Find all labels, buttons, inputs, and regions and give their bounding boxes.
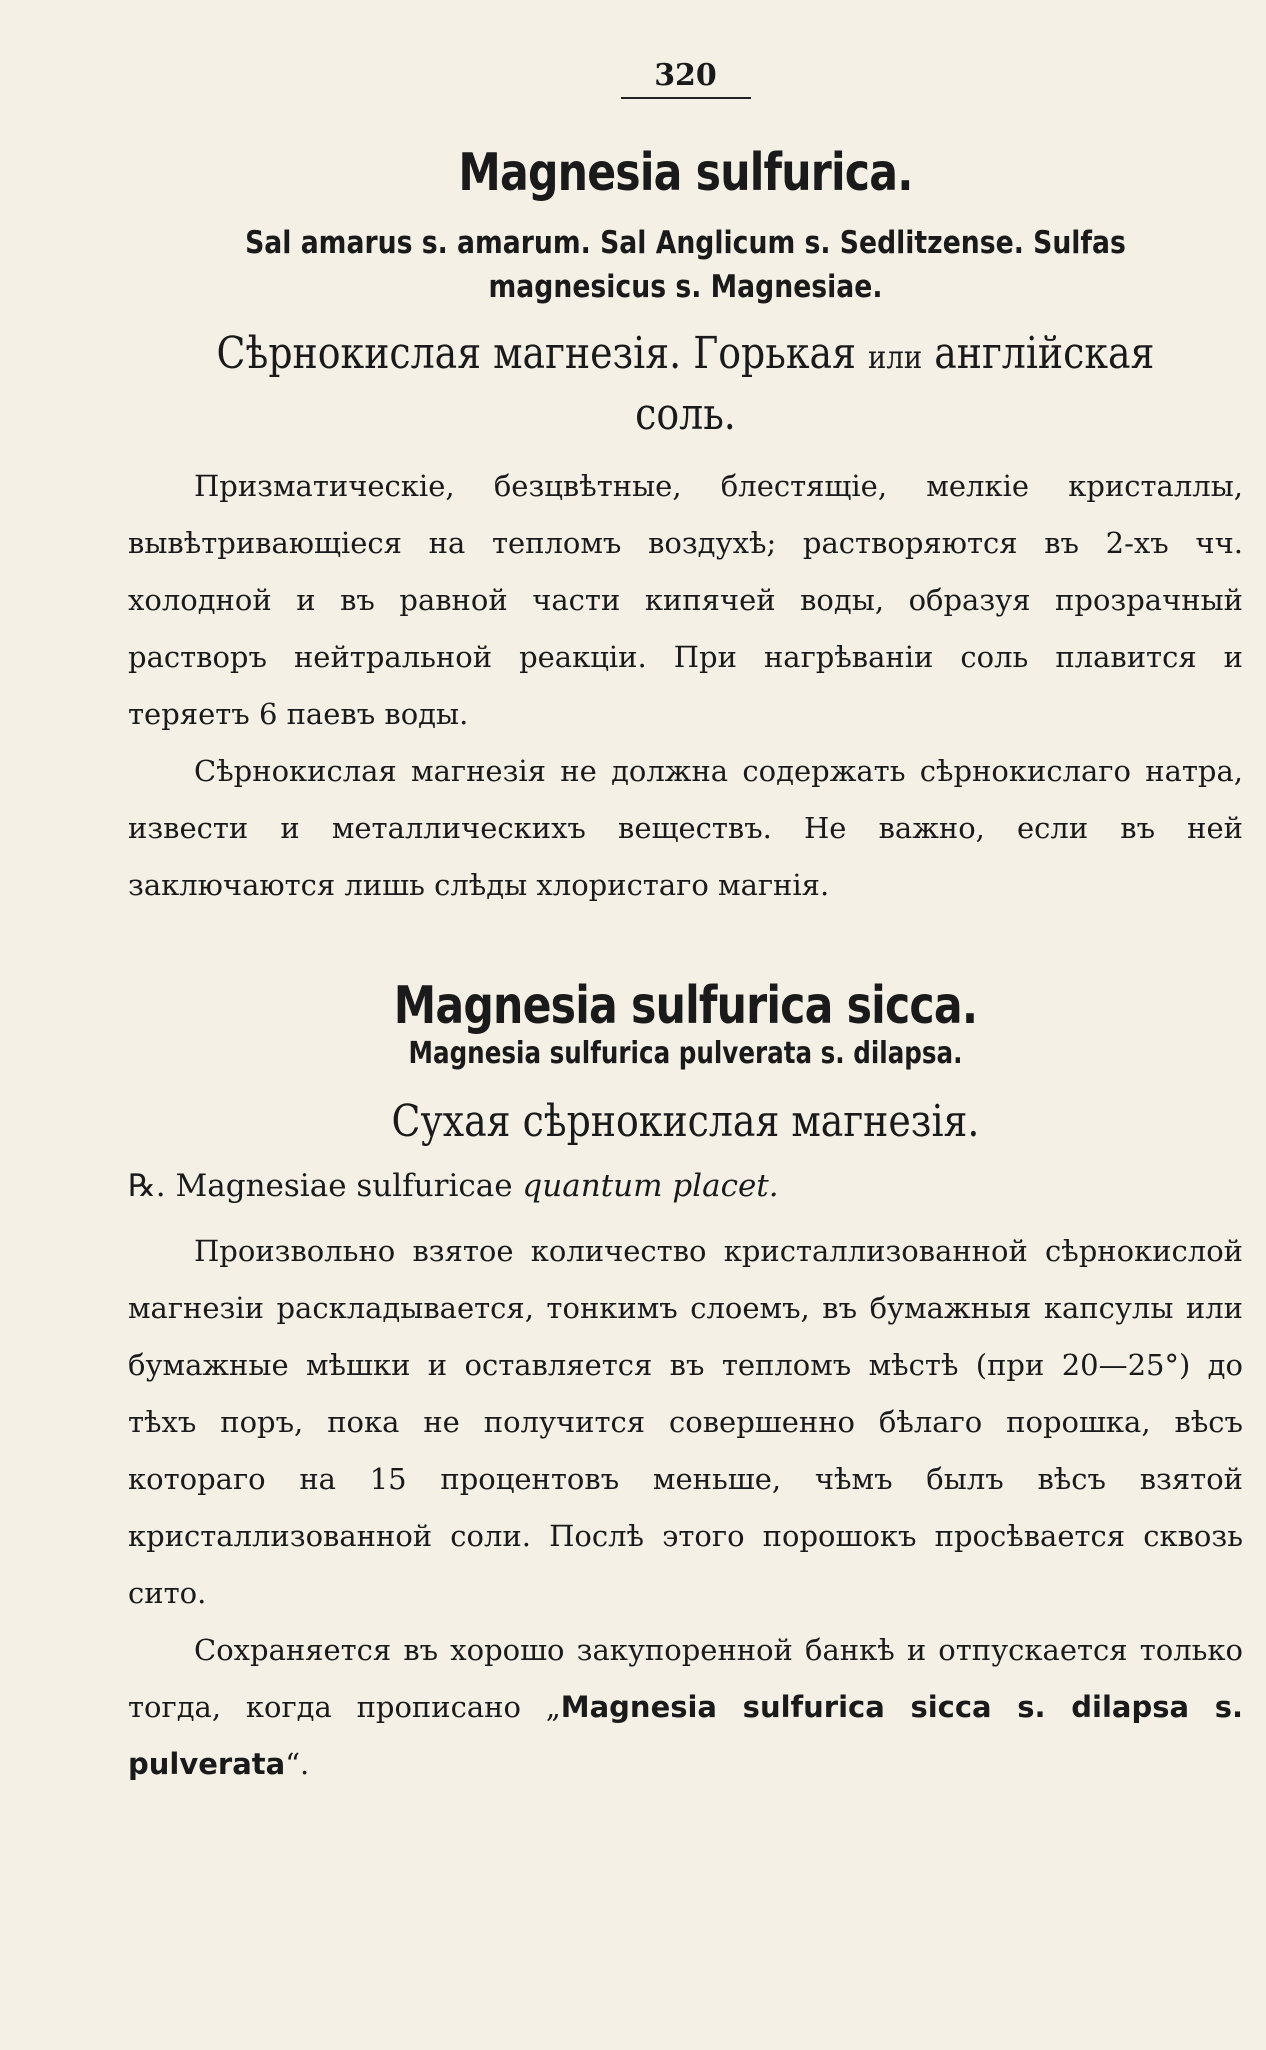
storage-latin-name: Magnesia sulfurica sicca s. dilapsa s. pulverata [128,1690,1243,1781]
recipe-italic: quantum placet. [522,1168,779,1204]
purity-paragraph: Сѣрнокислая магнезія не должна содержать сѣрнокислаго натра, извести и металлическихъ веществъ. Не важно, если въ ней заключаются лишь слѣды хлористаго магнія. [128,754,1243,902]
russian-title-or: или [867,338,923,376]
book-page [128,50,1243,1793]
storage-text-end: “. [285,1747,310,1781]
latin-synonyms-line-2: magnesicus s. Magnesiae. [488,269,883,305]
recipe-line [128,1161,1243,1211]
storage-paragraph [128,1622,1243,1793]
article-title-magnesia-sulfurica: Magnesia sulfurica. [458,143,913,203]
preparation-paragraph: Произвольно взятое количество кристаллизованной сѣрнокислой магнезіи раскладывается, тонкимъ слоемъ, въ бумажныя капсулы или бумажные мѣшки и оставляется въ тепломъ мѣстѣ (при 20—25°) до тѣхъ поръ, пока не получится совершенно бѣлаго порошка, вѣсъ котораго на 15 процентовъ меньше, чѣмъ былъ вѣсъ взятой кристаллизованной соли. Послѣ этого порошокъ просѣвается сквозь сито. [128,1234,1243,1610]
russian-title-sicca: Сухая сѣрнокислая магнезія. [391,1096,980,1147]
latin-synonyms-line-1: Sal amarus s. amarum. Sal Anglicum s. Sedlitzense. Sulfas [245,225,1126,261]
recipe-text: Magnesiae sulfuricae [165,1168,523,1204]
russian-title [206,325,1165,386]
russian-title-part-a: Сѣрнокислая магнезія. Горькая [216,328,868,379]
page-number: 320 [654,58,717,93]
russian-title-line-2: соль. [635,389,736,440]
description-paragraph: Призматическіе, безцвѣтные, блестящіе, мелкіе кристаллы, вывѣтривающіеся на тепломъ воздухѣ; растворяются въ 2-хъ чч. холодной и въ равной части кипячей воды, образуя прозрачный растворъ нейтральной реакціи. При нагрѣваніи соль плавится и теряетъ 6 паевъ воды. [128,469,1243,731]
russian-title-part-b: англійская [922,328,1155,379]
article-title-magnesia-sulfurica-sicca: Magnesia sulfurica sicca. [393,976,978,1036]
latin-subtitle: Magnesia sulfurica pulverata s. dilapsa. [408,1036,963,1071]
recipe-symbol: ℞. [128,1168,166,1204]
storage-text: Сохраняется въ хорошо закупоренной банкѣ и отпускается только тогда, когда прописано „ [128,1633,1243,1724]
